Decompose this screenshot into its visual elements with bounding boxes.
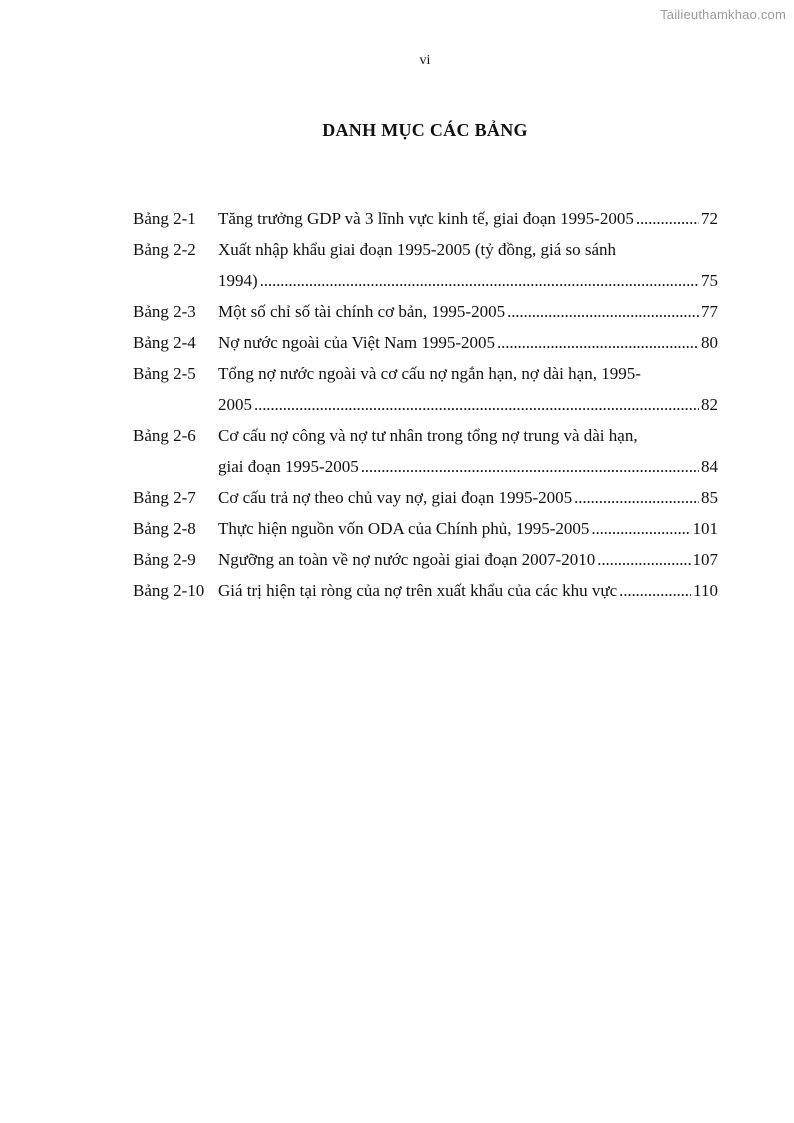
- entry-page-number: 107: [692, 550, 718, 569]
- entry-title: Thực hiện nguồn vốn ODA của Chính phủ, 1995-2005: [218, 519, 590, 538]
- toc-entry[interactable]: [133, 327, 718, 358]
- toc-entry[interactable]: [133, 575, 718, 606]
- dot-leader: [254, 389, 699, 420]
- toc-entry[interactable]: [133, 358, 718, 420]
- entry-title-line-2: 1994): [218, 271, 258, 290]
- entry-title-line-2: 2005: [218, 395, 252, 414]
- table-list: [133, 203, 718, 606]
- dot-leader: [591, 513, 690, 544]
- toc-entry[interactable]: [133, 513, 718, 544]
- entry-label: Bảng 2-3: [133, 302, 196, 321]
- entry-page-number: 84: [701, 457, 718, 476]
- toc-entry[interactable]: [133, 234, 718, 296]
- dot-leader: [497, 327, 699, 358]
- entry-title-line-1: Xuất nhập khẩu giai đoạn 1995-2005 (tỷ đồng, giá so sánh: [218, 240, 617, 259]
- entry-page-number: 75: [701, 271, 718, 290]
- entry-label: Bảng 2-6: [133, 426, 196, 445]
- dot-leader: [361, 451, 699, 482]
- entry-title: Giá trị hiện tại ròng của nợ trên xuất khẩu của các khu vực: [218, 581, 618, 600]
- entry-label: Bảng 2-7: [133, 488, 196, 507]
- entry-title: Tăng trưởng GDP và 3 lĩnh vực kinh tế, giai đoạn 1995-2005: [218, 209, 634, 228]
- entry-title: Cơ cấu trả nợ theo chủ vay nợ, giai đoạn 1995-2005: [218, 488, 573, 507]
- dot-leader: [507, 296, 699, 327]
- entry-label: Bảng 2-4: [133, 333, 196, 352]
- toc-entry[interactable]: [133, 420, 718, 482]
- entry-label: Bảng 2-10: [133, 581, 205, 600]
- entry-label: Bảng 2-9: [133, 550, 196, 569]
- dot-leader: [574, 482, 699, 513]
- entry-title: Một số chỉ số tài chính cơ bản, 1995-2005: [218, 302, 506, 321]
- entry-page-number: 80: [701, 333, 718, 352]
- entry-title-line-1: Cơ cấu nợ công và nợ tư nhân trong tổng nợ trung và dài hạn,: [218, 426, 638, 445]
- toc-entry[interactable]: [133, 203, 718, 234]
- page-title: DANH MỤC CÁC BẢNG: [322, 120, 528, 140]
- entry-title: Ngưỡng an toàn về nợ nước ngoài giai đoạn 2007-2010: [218, 550, 596, 569]
- entry-page-number: 85: [701, 488, 718, 507]
- page-number: vi: [419, 53, 431, 68]
- entry-title: Nợ nước ngoài của Việt Nam 1995-2005: [218, 333, 496, 352]
- entry-title-line-1: Tổng nợ nước ngoài và cơ cấu nợ ngắn hạn, nợ dài hạn, 1995-: [218, 364, 641, 383]
- entry-label: Bảng 2-8: [133, 519, 196, 538]
- entry-page-number: 101: [692, 519, 718, 538]
- toc-entry[interactable]: [133, 544, 718, 575]
- dot-leader: [636, 203, 699, 234]
- watermark: Tailieuthamkhao.com: [660, 7, 786, 22]
- dot-leader: [597, 544, 690, 575]
- entry-page-number: 110: [693, 581, 718, 600]
- entry-title-line-2: giai đoạn 1995-2005: [218, 457, 359, 476]
- entry-page-number: 77: [701, 302, 718, 321]
- toc-entry[interactable]: [133, 296, 718, 327]
- toc-entry[interactable]: [133, 482, 718, 513]
- entry-label: Bảng 2-2: [133, 240, 196, 259]
- entry-page-number: 82: [701, 395, 718, 414]
- entry-label: Bảng 2-5: [133, 364, 196, 383]
- entry-label: Bảng 2-1: [133, 209, 196, 228]
- dot-leader: [260, 265, 699, 296]
- dot-leader: [619, 575, 691, 606]
- entry-page-number: 72: [701, 209, 718, 228]
